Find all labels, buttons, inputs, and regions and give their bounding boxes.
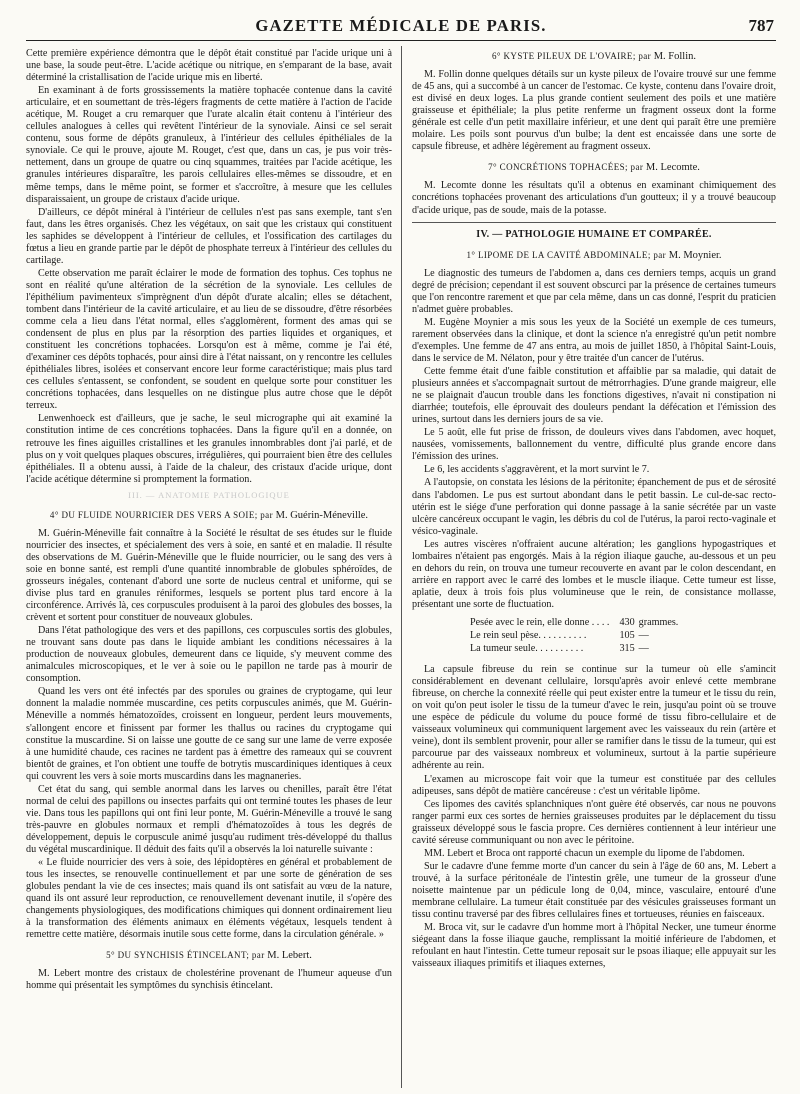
paragraph: M. Lebert montre des cristaux de cholestérine provenant de l'humeur aqueuse d'un homme qui présentait les symptômes du synchisis étincelant. bbox=[26, 968, 392, 992]
section-title: 1° LIPOME DE LA CAVITÉ ABDOMINALE; par bbox=[466, 249, 667, 260]
weight-label: Pesée avec le rein, elle donne . . . . bbox=[470, 616, 610, 628]
paragraph: A l'autopsie, on constata les lésions de la péritonite; épanchement de pus et de sérosité dans l'abdomen. Le pus est surtout abondant dans le petit bassin. Le cul-de-sac recto-utérin est le siége d'une perforation qui donne passage à la sanie sécrétée par un vaste ulcère cancéreux occupant le vagin, les débris du col de l'utérus, la paroi recto-vaginale et vésico-vaginale. bbox=[412, 477, 776, 537]
paragraph: M. Broca vit, sur le cadavre d'un homme mort à l'hôpital Necker, une tumeur énorme siégeant dans la fosse iliaque gauche, remplissant la moitié inférieure de l'abdomen, et refoulant en haut l'intestin. Cette tumeur reposait sur le psoas iliaque; elle appuyait sur les vaisseaux iliaques primitifs et iliaques externes, bbox=[412, 922, 776, 970]
weight-label: La tumeur seule. . . . . . . . . . bbox=[470, 643, 584, 655]
section-title: 6° KYSTE PILEUX DE L'OVAIRE; par bbox=[491, 51, 652, 61]
table-row bbox=[470, 643, 682, 656]
section-heading-4 bbox=[26, 509, 392, 522]
paragraph: M. Guérin-Méneville fait connaître à la Société le résultat de ses études sur le fluide nourricier des insectes, et spécialement des vers à soie, en santé et en maladie. Il résulte des observations de M. Guérin-Méneville que le fluide nourricier, ou le sang des vers à soie en bonne santé, est rempli d'une quantité innombrable de globules sphéroïdes, de grosseurs inégales, contenant d'abord une sorte de nucleus central et uniforme, qui se divise plus tard en granules réniformes, lesquels se portent plus tard encore à la circonférence. Arrivés là, ces corpuscules produisent à la paroi des globules des bosses, la crèvent et sortent pour constituer de nouveaux globules. bbox=[26, 527, 392, 624]
column-divider bbox=[401, 46, 402, 1088]
weight-value: 315 bbox=[619, 643, 635, 655]
paragraph: Lenwenhoeck est d'ailleurs, que je sache, le seul micrographe qui ait examiné la constitution intime de ces concrétions tophacées. Dans la figure qu'il en a donnée, on retrouve les fines aiguilles cristallines et les granules innombrables dont j'ai parlé, et de plus on y voit quelques plaques obscures, irrégulières, qui pourraient bien être des cellules épithéliales. Il a obtenu aussi, à l'aide de la chaleur, des cristaux d'acide urique, dont l'acide acétique détermine si promptement la formation. bbox=[26, 413, 392, 485]
paragraph: Sur le cadavre d'une femme morte d'un cancer du sein à l'âge de 60 ans, M. Lebert a trouvé, à la surface péritonéale de l'intestin grêle, une tumeur de la grosseur d'une noisette maintenue par un pédicule long de 0,04, mince, vasculaire, entouré d'une membrane cellulaire. La tumeur était constituée par des vésicules graisseuses formant un tissu continu traversé par des fibres cellulaires fines et tortueuses, réunies en faisceaux. bbox=[412, 860, 776, 921]
paragraph: La capsule fibreuse du rein se continue sur la tumeur où elle s'amincit considérablement en devenant cellulaire, lorsqu'après avoir enlevé cette membrane fibreuse, on cherche la connexité réelle qui peut exister entre la tumeur et le tissu du rein, on voit qu'on peut isoler le tissu de la tumeur d'avec le rein, jusqu'au point où se trouve une espèce de pédicule du volume du pouce formé de tissu fibro-cellulaire et de vaisseaux volumineux qui communiquent largement avec les vaisseaux du rein (artère et veine), dont ils semblent provenir, pour aller se ramifier dans le tissu de la tumeur, qui est parcourue par des vaisseaux nombreux et volumineux, surtout à la partie supérieure adhérente au rein. bbox=[412, 664, 776, 772]
section-title: 5° DU SYNCHISIS ÉTINCELANT; par bbox=[106, 950, 265, 961]
section-title: 7° CONCRÉTIONS TOPHACÉES; par bbox=[488, 162, 644, 173]
left-column bbox=[26, 48, 392, 1088]
section-author: M. Moynier. bbox=[668, 249, 722, 261]
paragraph: M. Lecomte donne les résultats qu'il a obtenus en examinant chimiquement des concrétions tophacées provenant des articulations d'un goutteux; il y a trouvé beaucoup d'acide urique, pas de soude, mais de la potasse. bbox=[412, 180, 776, 216]
section-author: M. Follin. bbox=[653, 51, 697, 62]
table-row bbox=[470, 630, 682, 643]
paragraph: En examinant à de forts grossissements la matière tophacée contenue dans la cavité articulaire, et en soumettant de très-légers fragments de cette matière à l'action de l'acide acétique, M. Rouget a cru remarquer que l'urate alcalin était contenu à l'intérieur des cellules analogues à celles qui revêtent l'intérieur de la synoviale. Ainsi ce sel serait contenu, sous forme de dépôts granuleux, à l'intérieur des cellules épithéliales de la synoviale. Ce qui le prouve, ajoute M. Rouget, c'est que, dans un cas, je pus voir très-nettement, dans un groupe de quatre ou cinq squammes, traitées par l'acide acétique, les granules intérieures disparaître, les parois cellulaires elles-mêmes se dissoudre, et en même temps, dans le même point, se former et s'accroître, à mesure que les cellules disparaissaient, un groupe de cristaux d'acide urique. bbox=[26, 85, 392, 205]
paragraph: D'ailleurs, ce dépôt minéral à l'intérieur de cellules n'est pas sans exemple, tant s'en faut, dans les êtres organisés. Chez les végétaux, on sait que les cristaux qui constituent les saphides se développent à l'intérieur de cellules, et l'ossification des cartilages du fœtus a lieu en grande partie par le dépôt de phosphate terreux à l'intérieur des cellules du cartilage. bbox=[26, 206, 392, 266]
paragraph: Cette observation me paraît éclairer le mode de formation des tophus. Ces tophus ne sont en réalité qu'une altération de la sécrétion de la synoviale. Les cellules de l'épithélium pavimenteux s'imprègnent d'un dépôt d'urate alcalin; elles se détachent, tombent dans l'intérieur de la cavité articulaire, et au lieu de se dissoudre, d'être résorbées comme cela a lieu dans l'état normal, elles s'agglomèrent, forment des amas qui se condensent de plus en plus par la résorption des parties liquides et organiques, et constituent les concrétions tophacées. Lorsqu'on est à même, comme je l'ai été, d'examiner ces dépôts tophacés, pour ainsi dire à l'état naissant, on y rencontre les cellules épithéliales libres, isolées et conservant encore leur forme caractéristique; mais plus tard ces cellules s'entassent, se confondent, se soudent en quelque sorte pour constituer les concrétions tophacées, dans lesquelles on ne distingue plus autre chose que le dépôt terreux. bbox=[26, 267, 392, 412]
section-divider bbox=[412, 222, 776, 223]
paragraph: Cette femme était d'une faible constitution et affaiblie par sa maladie, qui datait de plusieurs années et s'accompagnait surtout de métrorrhagies. D'une grande maigreur, elle ne se plaignait d'aucun trouble dans les fonctions digestives, n'avait ni constipation ni diarrhée; toutefois, elle éprouvait des douleurs pendant la défécation et l'émission des urines, surtout dans les derniers jours de sa vie. bbox=[412, 366, 776, 426]
weight-unit: — bbox=[638, 643, 649, 655]
paragraph: M. Follin donne quelques détails sur un kyste pileux de l'ovaire trouvé sur une femme de 45 ans, qui a succombé à un cancer de l'estomac. Ce kyste, contenu dans l'ovaire droit, est divisé en deux loges. La plus grande contient seulement des poils et une matière graisseuse et épithéliale; la plus petite renferme un fragment osseux dont la forme générale est celle d'un petit maxillaire inférieur, et une dent qui paraît être une première molaire. Les poils sont pourvus d'un bulbe; la dent est encaissée dans une sorte de capsule fibreuse, et adhère légèrement au fragment osseux. bbox=[412, 69, 776, 153]
table-row bbox=[470, 617, 682, 630]
section-heading-6 bbox=[412, 50, 776, 63]
weight-unit: — bbox=[638, 630, 649, 642]
running-title: GAZETTE MÉDICALE DE PARIS. bbox=[255, 16, 547, 35]
paragraph: Les autres viscères n'offraient aucune altération; les ganglions hypogastriques et lombaires n'étaient pas engorgés. Mais à la région iliaque gauche, au-dessous et un peu en dehors du rein, on trouva une tumeur recouverte en avant par le colon descendant, en arrière en rapport avec le carré des lombes et le muscle iliaque. Cette tumeur est lisse, aplatie, deux à trois fois plus volumineuse que le rein, de consistance mollasse, présentant une sorte de fluctuation. bbox=[412, 538, 776, 610]
weight-label: Le rein seul pèse. . . . . . . . . . bbox=[470, 630, 587, 642]
paragraph: MM. Lebert et Broca ont rapporté chacun un exemple du lipome de l'abdomen. bbox=[424, 847, 745, 859]
weight-value: 430 bbox=[619, 616, 635, 628]
paragraph: Le diagnostic des tumeurs de l'abdomen a, dans ces derniers temps, acquis un grand degré de précision; cependant il est souvent obscurci par la présence de certaines tumeurs que l'on rencontre rarement et que par cela même, dans un cas donné, l'esprit du praticien n'admet guère probables. bbox=[412, 267, 776, 315]
paragraph: Cet état du sang, qui semble anormal dans les larves ou chenilles, paraît être l'état normal de celui des papillons ou insectes parfaits qui ont terminé toutes les phases de leur vie. Dans tous les papillons qui ont fini leur ponte, M. Guérin-Méneville a trouvé le sang très-pauvre en globules normaux et rempli d'hématozoïdes à tous les degrés de développement, depuis le corpuscule animé jusqu'au rudiment très-développé du thallus du végétal muscardinique. Il déduit des faits qu'il a observés la loi naturelle suivante : bbox=[26, 783, 392, 855]
paragraph: Cette première expérience démontra que le dépôt était constitué par l'acide urique uni à une base, la soude peut-être. L'acide acétique ou nitrique, en s'emparant de la base, avait déterminé la cristallisation de l'acide urique mis en liberté. bbox=[26, 48, 392, 84]
paragraph: Dans l'état pathologique des vers et des papillons, ces corpuscules sortis des globules, ne trouvant sans doute pas dans le liquide ambiant les conditions nécessaires à la production de nouveaux globules, demeurent dans ce liquide, s'y meuvent comme des animalcules microscopiques, et le ver à soie ou le papillon ne tarde pas à mourir de consomption. bbox=[26, 625, 392, 685]
page-header bbox=[26, 10, 776, 41]
paragraph: Quand les vers ont été infectés par des sporules ou graines de cryptogame, qui leur donnent la maladie nommée muscardine, ces petits corpuscules animés, que M. Guérin-Méneville a nommés hématozoïdes, croissent en longueur, perdent leurs mouvements, s'allongent encore et finissent par former les thallus ou racines du cryptogame qui constitue la muscardine. Si on laisse une goutte de ce sang sur une lame de verre exposée à une humidité chaude, ces racines ne tardent pas à émettre des rameaux qui se couvrent bientôt de graines, et l'on obtient une touffe de botrytis muscardiniques identiques à ceux qui couvrent les vers à soie morts muscardins dans les magnaneries. bbox=[26, 686, 392, 782]
chapter-heading: IV. — PATHOLOGIE HUMAINE ET COMPARÉE. bbox=[476, 228, 712, 240]
quotation: « Le fluide nourricier des vers à soie, des lépidoptères en général et probablement de tous les insectes, se renouvelle continuellement et par une sorte de génération de ses globules pendant la vie de ces insectes; mais quand ils ont satisfait au vœu de la nature, quand ils ont assuré leur reproduction, ce renouvellement devenant inutile, il s'opère des changements physiologiques, des modifications chimiques qui donnent ordinairement lieu à la transformation des éléments animaux en éléments végétaux, lesquels tendent à remettre cette matière, désormais inutile sous cette forme, dans la circulation générale. » bbox=[26, 857, 392, 941]
show-through-heading: III. — ANATOMIE PATHOLOGIQUE bbox=[128, 489, 290, 500]
section-author: M. Guérin-Méneville. bbox=[275, 509, 369, 521]
paragraph: M. Eugène Moynier a mis sous les yeux de la Société un exemple de ces tumeurs, rarement observées dans la clinique, et dont la science n'a enregistré qu'un petit nombre d'exemples. Une femme de 47 ans entra, au mois de juillet 1850, à l'hôpital Saint-Louis, dans le service de M. Nélaton, pour y être traitée d'un cancer de l'utérus. bbox=[412, 316, 776, 364]
paragraph: L'examen au microscope fait voir que la tumeur est constituée par des cellules adipeuses, sans dépôt de matière cancéreuse : c'est un véritable lipôme. bbox=[412, 773, 776, 797]
paragraph: Le 6, les accidents s'aggravèrent, et la mort survint le 7. bbox=[424, 464, 650, 476]
weight-unit: grammes. bbox=[638, 616, 679, 628]
paragraph: Le 5 août, elle fut prise de frisson, de douleurs vives dans l'abdomen, avec hoquet, nausées, vomissements, ballonnement du ventre, difficulté plus grande encore dans l'émission des urines. bbox=[412, 427, 776, 463]
subsection-heading-1 bbox=[412, 249, 776, 262]
section-author: M. Lebert. bbox=[267, 950, 312, 962]
paragraph: Ces lipomes des cavités splanchniques n'ont guère été observés, car nous ne pouvons ranger parmi eux ces sortes de hernies graisseuses produites par le déplacement du tissu graisseux développé sous le fascia propre. Ces dernières contiennent à leur intérieur une cavité séreuse communiquant ou non avec le péritoine. bbox=[412, 798, 776, 846]
section-heading-7 bbox=[412, 161, 776, 174]
weight-value: 105 bbox=[619, 630, 635, 642]
section-title: 4° DU FLUIDE NOURRICIER DES VERS A SOIE; par bbox=[49, 509, 273, 520]
section-author: M. Lecomte. bbox=[645, 162, 700, 174]
right-column bbox=[412, 48, 776, 1088]
weights-table bbox=[470, 617, 682, 656]
section-heading-5 bbox=[26, 949, 392, 962]
page-number: 787 bbox=[748, 16, 774, 35]
